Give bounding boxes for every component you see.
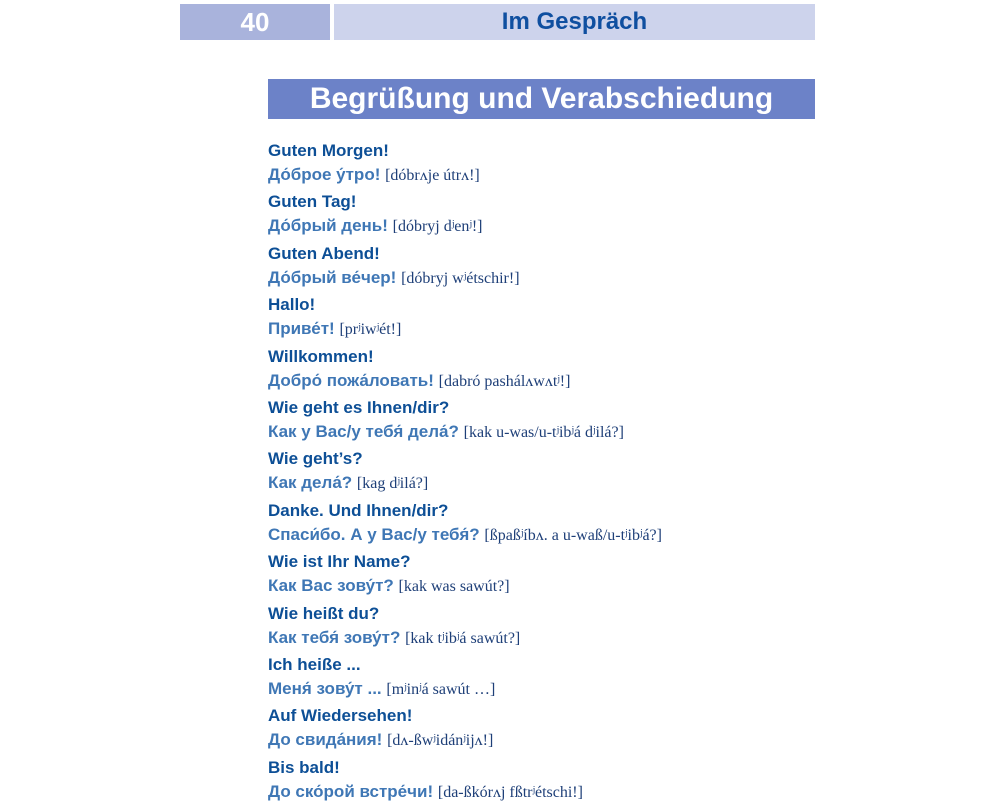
german-phrase: Ich heiße ... — [268, 654, 361, 674]
russian-phrase: До ско́рой встре́чи! — [268, 781, 434, 801]
phrase-item — [268, 190, 828, 241]
pronunciation: [ßpaßʲíbʌ. a u-waß/u-tʲibʲá?] — [484, 526, 662, 544]
phrase-list — [268, 139, 828, 807]
section-title: Begrüßung und Verabschiedung — [268, 79, 815, 119]
german-phrase: Willkommen! — [268, 346, 374, 366]
german-phrase: Wie geht’s? — [268, 449, 363, 469]
german-phrase: Bis bald! — [268, 757, 340, 777]
russian-line — [268, 214, 828, 239]
russian-phrase: Приве́т! — [268, 319, 335, 339]
chapter-title: Im Gespräch — [334, 4, 815, 40]
russian-line — [268, 780, 828, 805]
german-phrase: Guten Abend! — [268, 243, 380, 263]
phrase-item — [268, 242, 828, 293]
phrase-item — [268, 139, 828, 190]
russian-line — [268, 574, 828, 599]
russian-phrase: Как Вас зову́т? — [268, 576, 394, 596]
russian-line — [268, 523, 828, 548]
russian-phrase: Меня́ зову́т ... — [268, 678, 382, 698]
russian-line — [268, 163, 828, 188]
phrase-item — [268, 345, 828, 396]
pronunciation: [dóbrʌje útrʌ!] — [385, 167, 480, 184]
phrase-item — [268, 447, 828, 498]
phrase-item — [268, 602, 828, 653]
page-number: 40 — [180, 4, 330, 40]
german-phrase: Guten Morgen! — [268, 141, 389, 160]
russian-phrase: До свида́ния! — [268, 730, 383, 750]
pronunciation: [dóbryj wʲétschir!] — [401, 269, 520, 287]
phrase-item — [268, 756, 828, 807]
russian-phrase: Как дела́? — [268, 473, 353, 493]
russian-line — [268, 369, 828, 394]
pronunciation: [kak u-was/u-tʲibʲá dʲilá?] — [463, 423, 624, 441]
german-phrase: Wie heißt du? — [268, 603, 380, 623]
german-phrase: Hallo! — [268, 295, 316, 315]
russian-phrase: Спаси́бо. А у Вас/у тебя́? — [268, 524, 480, 544]
russian-phrase: Как у Вас/у тебя́ дела́? — [268, 421, 459, 441]
german-phrase: Guten Tag! — [268, 192, 357, 212]
german-phrase: Wie ist Ihr Name? — [268, 552, 411, 572]
phrase-item — [268, 704, 828, 755]
russian-line — [268, 317, 828, 342]
pronunciation: [mʲinʲá sawút …] — [386, 680, 496, 698]
phrase-item — [268, 396, 828, 447]
german-phrase: Danke. Und Ihnen/dir? — [268, 500, 449, 520]
russian-line — [268, 626, 828, 651]
russian-phrase: До́брое у́тро! — [268, 165, 381, 184]
russian-phrase: Добро́ пожа́ловать! — [268, 370, 434, 390]
pronunciation: [dóbryj dʲenʲ!] — [392, 218, 483, 236]
pronunciation: [da-ßkórʌj fßtrʲétschi!] — [437, 783, 583, 801]
russian-phrase: Как тебя́ зову́т? — [268, 627, 401, 647]
russian-line — [268, 266, 828, 291]
russian-line — [268, 471, 828, 496]
phrase-item — [268, 293, 828, 344]
russian-line — [268, 677, 828, 702]
phrase-item — [268, 550, 828, 601]
pronunciation: [dabró pashálʌwʌtʲ!] — [438, 372, 571, 390]
phrase-item — [268, 653, 828, 704]
pronunciation: [kak tʲibʲá sawút?] — [405, 629, 521, 647]
german-phrase: Auf Wiedersehen! — [268, 706, 413, 726]
russian-line — [268, 728, 828, 753]
pronunciation: [kag dʲilá?] — [356, 475, 429, 493]
russian-line — [268, 420, 828, 445]
pronunciation: [prʲiwʲét!] — [339, 321, 402, 339]
pronunciation: [dʌ-ßwʲidánʲijʌ!] — [387, 732, 494, 750]
russian-phrase: До́брый ве́чер! — [268, 267, 397, 287]
russian-phrase: До́брый день! — [268, 216, 388, 236]
phrase-item — [268, 499, 828, 550]
pronunciation: [kak was sawút?] — [398, 578, 510, 596]
german-phrase: Wie geht es Ihnen/dir? — [268, 397, 450, 417]
